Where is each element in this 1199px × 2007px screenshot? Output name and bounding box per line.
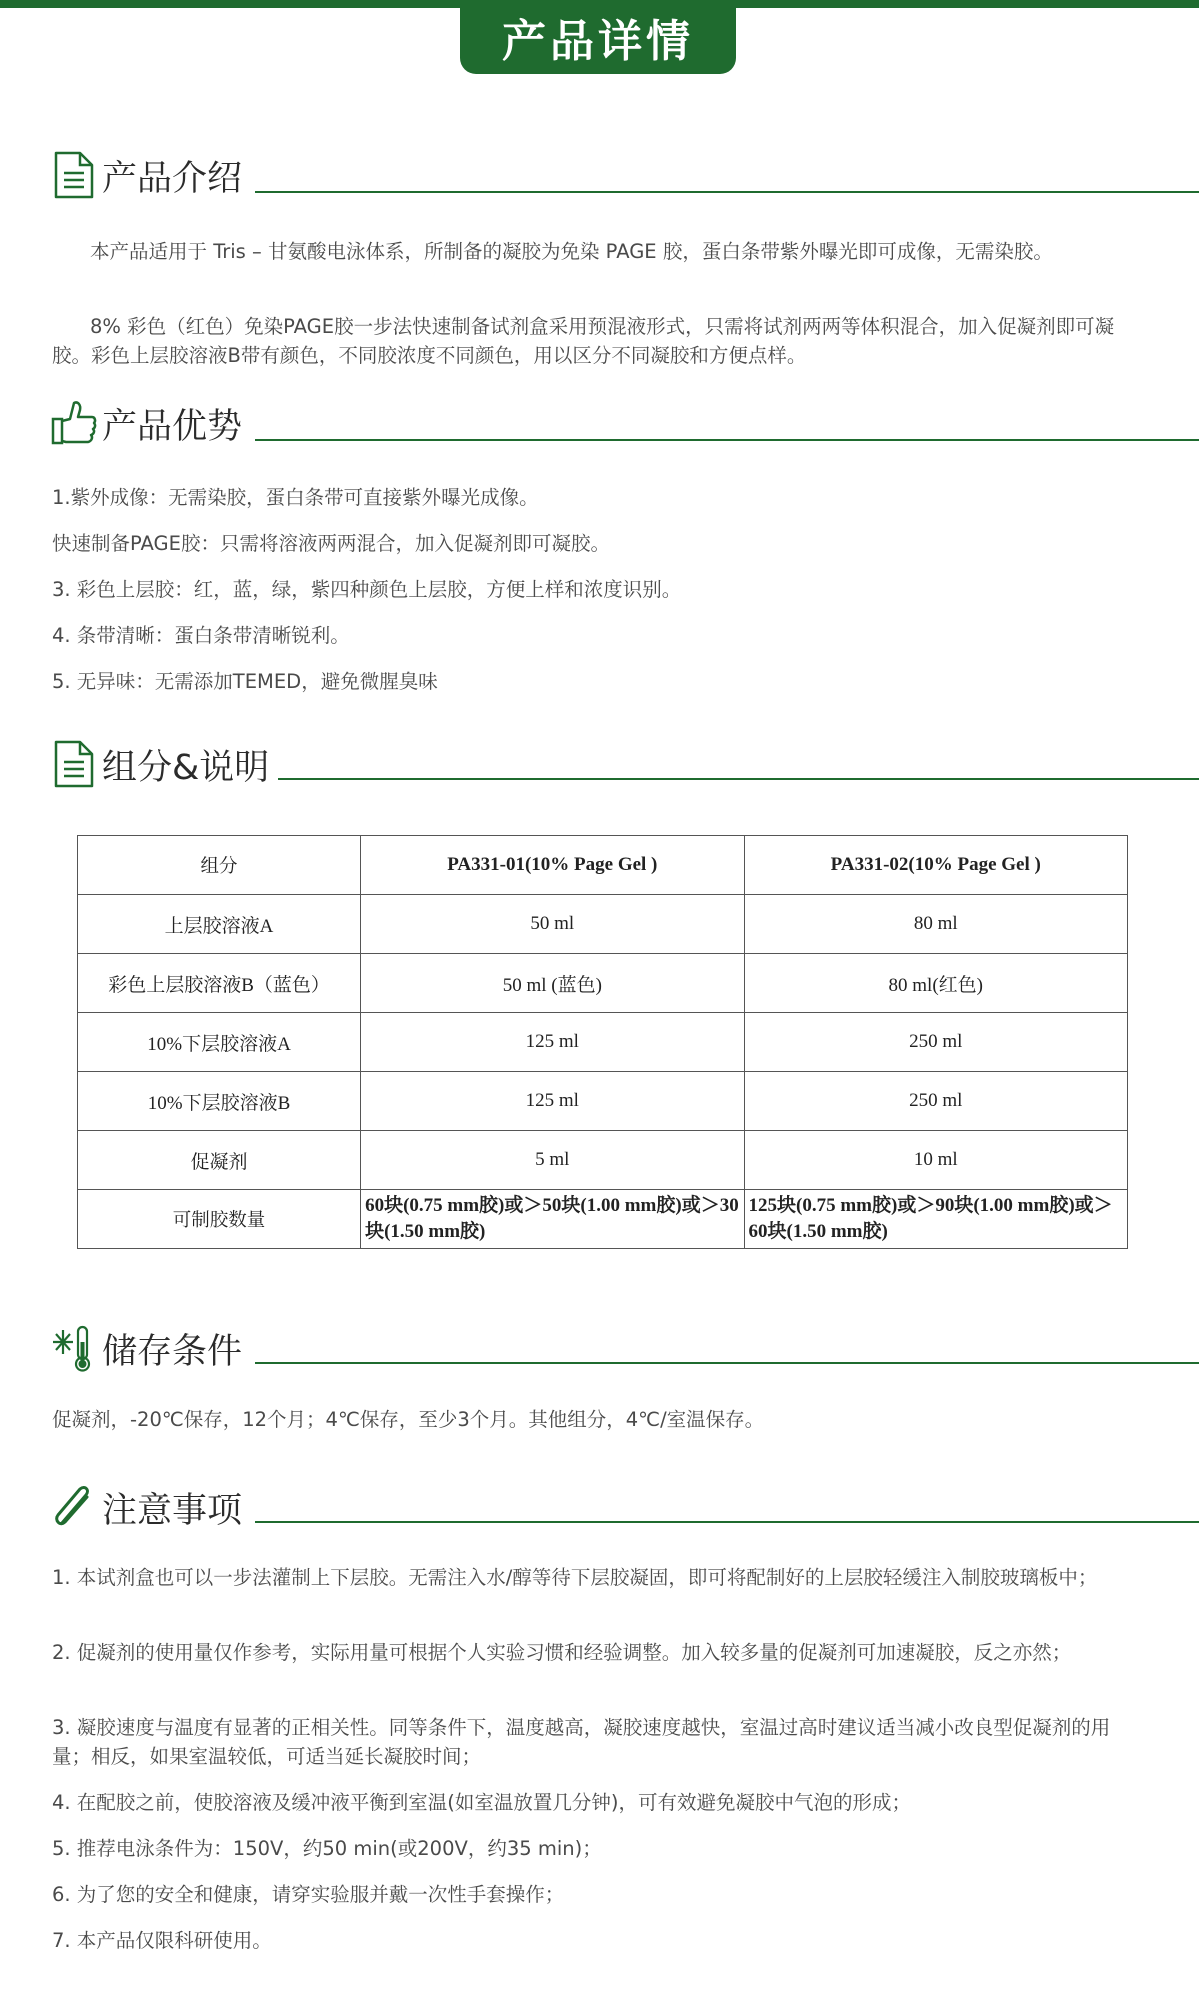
advantage-item-4: 4. 条带清晰：蛋白条带清晰锐利。 (52, 624, 350, 647)
table-cell: 80 ml(红色) (744, 954, 1127, 1013)
advantage-item-3: 3. 彩色上层胶：红，蓝，绿，紫四种颜色上层胶，方便上样和浓度识别。 (52, 578, 682, 601)
note-item-6: 6. 为了您的安全和健康，请穿实验服并戴一次性手套操作； (52, 1883, 565, 1906)
document-icon (50, 149, 100, 201)
section-header-notes (50, 1477, 1199, 1537)
table-cell: 10%下层胶溶液A (78, 1013, 361, 1072)
table-cell: 50 ml (蓝色) (361, 954, 744, 1013)
section-divider (255, 439, 1199, 441)
note-item-5: 5. 推荐电泳条件为：150V，约50 min(或200V，约35 min)； (52, 1837, 602, 1860)
table-header-row (78, 836, 1128, 895)
note-item-4: 4. 在配胶之前，使胶溶液及缓冲液平衡到室温(如室温放置几分钟)，可有效避免凝胶中气泡的形成； (52, 1791, 912, 1814)
table-row (78, 1013, 1128, 1072)
storage-text: 促凝剂，-20℃保存，12个月；4℃保存，至少3个月。其他组分，4℃/室温保存。 (52, 1408, 765, 1431)
table-cell: 250 ml (744, 1013, 1127, 1072)
thermometer-snowflake-icon (50, 1322, 100, 1374)
table-cell: 60块(0.75 mm胶)或＞50块(1.00 mm胶)或＞30块(1.50 mm胶) (361, 1190, 744, 1249)
document-icon (50, 738, 100, 790)
section-divider (255, 191, 1199, 193)
section-title-storage: 储存条件 (102, 1332, 243, 1372)
advantage-item-1: 1.紫外成像：无需染胶，蛋白条带可直接紫外曝光成像。 (52, 486, 539, 509)
components-table (77, 835, 1128, 1249)
advantage-item-2: 快速制备PAGE胶：只需将溶液两两混合，加入促凝剂即可凝胶。 (52, 532, 610, 555)
table-cell: 125块(0.75 mm胶)或＞90块(1.00 mm胶)或＞60块(1.50 mm胶) (744, 1190, 1127, 1249)
section-title-intro: 产品介绍 (102, 159, 243, 199)
table-cell: 上层胶溶液A (78, 895, 361, 954)
table-row (78, 1190, 1128, 1249)
thumbs-up-icon (50, 397, 100, 449)
table-row (78, 1131, 1128, 1190)
table-cell: 80 ml (744, 895, 1127, 954)
section-title-advantages: 产品优势 (102, 407, 243, 447)
section-title-notes: 注意事项 (102, 1491, 243, 1531)
intro-paragraph-2: 8% 彩色（红色）免染PAGE胶一步法快速制备试剂盒采用预混液形式，只需将试剂两两等体积混合，加入促凝剂即可凝胶。彩色上层胶溶液B带有颜色，不同胶浓度不同颜色，用以区分不同凝胶和方便点样。 (52, 315, 1115, 367)
section-header-advantages (50, 393, 1199, 453)
table-cell: 5 ml (361, 1131, 744, 1190)
note-item-7: 7. 本产品仅限科研使用。 (52, 1929, 272, 1952)
table-cell: 促凝剂 (78, 1131, 361, 1190)
table-header-cell: PA331-01(10% Page Gel ) (361, 836, 744, 895)
section-divider (278, 778, 1199, 780)
table-cell: 可制胶数量 (78, 1190, 361, 1249)
table-header-cell: PA331-02(10% Page Gel ) (744, 836, 1127, 895)
section-header-storage (50, 1318, 1199, 1378)
table-cell: 125 ml (361, 1013, 744, 1072)
intro-paragraph-1: 本产品适用于 Tris – 甘氨酸电泳体系，所制备的凝胶为免染 PAGE 胶，蛋白条带紫外曝光即可成像，无需染胶。 (90, 240, 1053, 263)
table-cell: 10 ml (744, 1131, 1127, 1190)
table-cell: 125 ml (361, 1072, 744, 1131)
table-cell: 彩色上层胶溶液B（蓝色） (78, 954, 361, 1013)
note-item-2: 2. 促凝剂的使用量仅作参考，实际用量可根据个人实验习惯和经验调整。加入较多量的促凝剂可加速凝胶，反之亦然； (52, 1641, 1072, 1664)
table-row (78, 1072, 1128, 1131)
table-cell: 10%下层胶溶液B (78, 1072, 361, 1131)
table-header-cell: 组分 (78, 836, 361, 895)
table-cell: 250 ml (744, 1072, 1127, 1131)
section-header-intro (50, 145, 1199, 205)
section-header-components (50, 734, 1199, 794)
page-banner-title: 产品详情 (460, 0, 736, 74)
section-title-components: 组分&说明 (102, 748, 270, 788)
section-divider (255, 1362, 1199, 1364)
advantage-item-5: 5. 无异味：无需添加TEMED，避免微腥臭味 (52, 670, 438, 693)
table-row (78, 895, 1128, 954)
section-divider (255, 1521, 1199, 1523)
paperclip-icon (50, 1481, 100, 1533)
table-row (78, 954, 1128, 1013)
note-item-1: 1. 本试剂盒也可以一步法灌制上下层胶。无需注入水/醇等待下层胶凝固，即可将配制好的上层胶轻缓注入制胶玻璃板中； (52, 1566, 1098, 1589)
note-item-3: 3. 凝胶速度与温度有显著的正相关性。同等条件下，温度越高，凝胶速度越快，室温过高时建议适当减小改良型促凝剂的用量；相反，如果室温较低，可适当延长凝胶时间； (52, 1716, 1111, 1768)
table-cell: 50 ml (361, 895, 744, 954)
